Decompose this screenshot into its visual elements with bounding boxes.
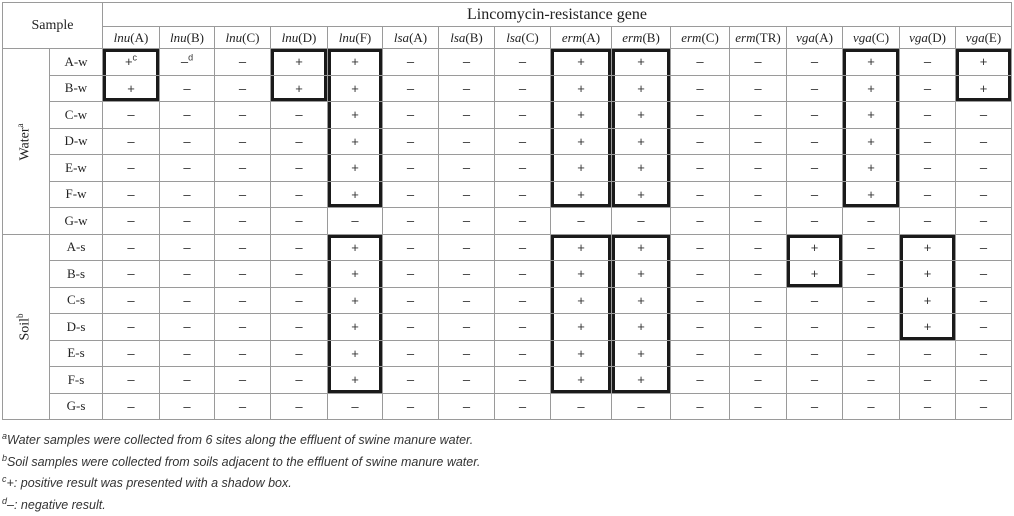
positive-cell: + — [551, 75, 612, 102]
positive-cell: + — [551, 181, 612, 208]
negative-cell: – — [271, 340, 328, 367]
negative-cell: – — [495, 340, 551, 367]
negative-cell: – — [495, 75, 551, 102]
positive-cell: + — [900, 261, 956, 288]
negative-cell: – — [900, 393, 956, 420]
negative-cell: – — [215, 340, 271, 367]
positive-cell: + — [551, 155, 612, 182]
negative-cell: – — [900, 102, 956, 129]
negative-cell: – — [730, 155, 787, 182]
negative-cell: – — [900, 128, 956, 155]
negative-cell: – — [160, 75, 215, 102]
negative-cell: – — [103, 393, 160, 420]
negative-cell: – — [215, 181, 271, 208]
negative-cell: – — [900, 340, 956, 367]
negative-cell: – — [495, 128, 551, 155]
positive-cell: + — [271, 49, 328, 76]
sample-id: C-w — [50, 102, 103, 129]
positive-cell: + — [612, 340, 671, 367]
positive-cell: + — [612, 181, 671, 208]
negative-cell: – — [103, 340, 160, 367]
sample-id: F-w — [50, 181, 103, 208]
positive-cell: + — [843, 49, 900, 76]
gene-header-14: vga(D) — [900, 27, 956, 49]
gene-header-4: lnu(F) — [328, 27, 383, 49]
positive-cell: + — [328, 181, 383, 208]
negative-cell: – — [956, 261, 1012, 288]
positive-cell: + — [328, 367, 383, 394]
table-row — [3, 49, 1012, 76]
negative-cell: – — [103, 367, 160, 394]
table-row — [3, 314, 1012, 341]
negative-cell: – — [671, 314, 730, 341]
negative-cell: – — [439, 181, 495, 208]
lincomycin-resistance-table — [2, 2, 1012, 420]
negative-cell: – — [671, 208, 730, 235]
negative-cell: – — [328, 393, 383, 420]
negative-cell: – — [103, 155, 160, 182]
negative-cell: – — [671, 49, 730, 76]
sample-id: A-s — [50, 234, 103, 261]
negative-cell: – — [383, 75, 439, 102]
negative-cell: – — [439, 261, 495, 288]
gene-group-title: Lincomycin-resistance gene — [103, 3, 1012, 27]
negative-cell: – — [160, 367, 215, 394]
negative-cell: – — [495, 181, 551, 208]
group-label-1: Soil$^b$ — [3, 234, 50, 420]
negative-cell: – — [956, 393, 1012, 420]
negative-cell: – — [730, 102, 787, 129]
negative-cell: – — [439, 128, 495, 155]
negative-cell: – — [956, 340, 1012, 367]
positive-cell: + — [612, 49, 671, 76]
negative-cell: – — [843, 287, 900, 314]
negative-cell: – — [671, 340, 730, 367]
negative-cell: – — [787, 75, 843, 102]
negative-cell: – — [843, 234, 900, 261]
negative-cell: – — [103, 314, 160, 341]
negative-cell: – — [900, 75, 956, 102]
gene-header-11: erm(TR) — [730, 27, 787, 49]
negative-cell: – — [671, 128, 730, 155]
negative-cell: – — [843, 393, 900, 420]
gene-header-1: lnu(B) — [160, 27, 215, 49]
sample-id: B-s — [50, 261, 103, 288]
table-row — [3, 234, 1012, 261]
negative-cell: – — [495, 367, 551, 394]
negative-cell: – — [383, 181, 439, 208]
negative-cell: – — [215, 234, 271, 261]
table-row — [3, 340, 1012, 367]
negative-cell: – — [160, 393, 215, 420]
gene-header-5: lsa(A) — [383, 27, 439, 49]
positive-cell: + — [328, 102, 383, 129]
table-row — [3, 261, 1012, 288]
table-row — [3, 367, 1012, 394]
negative-cell: – — [495, 261, 551, 288]
negative-cell: – — [787, 181, 843, 208]
negative-cell: – — [730, 181, 787, 208]
positive-cell: + — [843, 128, 900, 155]
negative-cell: – — [956, 181, 1012, 208]
table-row — [3, 155, 1012, 182]
negative-cell: – — [383, 393, 439, 420]
positive-cell: + — [900, 234, 956, 261]
negative-cell: – — [787, 314, 843, 341]
negative-cell: – — [271, 181, 328, 208]
gene-header-3: lnu(D) — [271, 27, 328, 49]
negative-cell: – — [787, 208, 843, 235]
positive-cell: + — [328, 128, 383, 155]
negative-cell: –$^d$ — [160, 49, 215, 76]
negative-cell: – — [612, 393, 671, 420]
negative-cell: – — [612, 208, 671, 235]
table-body — [3, 49, 1012, 420]
negative-cell: – — [439, 155, 495, 182]
sample-header: Sample — [3, 3, 103, 49]
sample-id: D-w — [50, 128, 103, 155]
sample-id: E-s — [50, 340, 103, 367]
negative-cell: – — [439, 287, 495, 314]
negative-cell: – — [671, 367, 730, 394]
footnote-a: $^a$Water samples were collected from 6 sites along the effluent of swine manure water. — [2, 430, 474, 447]
negative-cell: – — [495, 49, 551, 76]
negative-cell: – — [787, 340, 843, 367]
negative-cell: – — [671, 261, 730, 288]
positive-cell: + — [612, 261, 671, 288]
sample-id: D-s — [50, 314, 103, 341]
negative-cell: – — [439, 367, 495, 394]
table-row — [3, 102, 1012, 129]
positive-cell: + — [328, 287, 383, 314]
positive-cell: + — [551, 49, 612, 76]
positive-cell: + — [787, 234, 843, 261]
positive-cell: + — [551, 367, 612, 394]
table-row — [3, 287, 1012, 314]
negative-cell: – — [103, 208, 160, 235]
negative-cell: – — [787, 155, 843, 182]
negative-cell: – — [215, 314, 271, 341]
table-row — [3, 393, 1012, 420]
negative-cell: – — [671, 234, 730, 261]
positive-cell: + — [843, 155, 900, 182]
positive-cell: + — [103, 75, 160, 102]
negative-cell: – — [900, 155, 956, 182]
sample-id: E-w — [50, 155, 103, 182]
negative-cell: – — [215, 75, 271, 102]
gene-header-12: vga(A) — [787, 27, 843, 49]
footnotes — [2, 430, 1002, 516]
positive-cell: + — [271, 75, 328, 102]
negative-cell: – — [439, 314, 495, 341]
negative-cell: – — [271, 393, 328, 420]
gene-header-13: vga(C) — [843, 27, 900, 49]
negative-cell: – — [730, 234, 787, 261]
gene-header-15: vga(E) — [956, 27, 1012, 49]
negative-cell: – — [215, 287, 271, 314]
negative-cell: – — [956, 234, 1012, 261]
positive-cell: + — [328, 261, 383, 288]
positive-cell: +$^c$ — [103, 49, 160, 76]
positive-cell: + — [612, 128, 671, 155]
negative-cell: – — [271, 367, 328, 394]
sample-id: G-w — [50, 208, 103, 235]
negative-cell: – — [215, 261, 271, 288]
negative-cell: – — [843, 314, 900, 341]
table-row — [3, 181, 1012, 208]
table-row — [3, 208, 1012, 235]
positive-cell: + — [956, 75, 1012, 102]
footnote-b: $^b$Soil samples were collected from soils adjacent to the effluent of swine manure water. — [2, 452, 481, 469]
negative-cell: – — [439, 208, 495, 235]
gene-header-10: erm(C) — [671, 27, 730, 49]
negative-cell: – — [495, 208, 551, 235]
positive-cell: + — [956, 49, 1012, 76]
negative-cell: – — [383, 208, 439, 235]
gene-header-row — [3, 27, 1012, 49]
negative-cell: – — [671, 287, 730, 314]
negative-cell: – — [160, 234, 215, 261]
negative-cell: – — [103, 287, 160, 314]
negative-cell: – — [271, 234, 328, 261]
negative-cell: – — [383, 49, 439, 76]
sample-id: B-w — [50, 75, 103, 102]
negative-cell: – — [671, 75, 730, 102]
negative-cell: – — [160, 261, 215, 288]
negative-cell: – — [551, 393, 612, 420]
positive-cell: + — [900, 314, 956, 341]
negative-cell: – — [956, 367, 1012, 394]
negative-cell: – — [671, 102, 730, 129]
negative-cell: – — [103, 128, 160, 155]
negative-cell: – — [215, 128, 271, 155]
negative-cell: – — [730, 128, 787, 155]
negative-cell: – — [787, 102, 843, 129]
positive-cell: + — [551, 102, 612, 129]
negative-cell: – — [439, 340, 495, 367]
positive-cell: + — [551, 287, 612, 314]
negative-cell: – — [843, 261, 900, 288]
negative-cell: – — [160, 181, 215, 208]
positive-cell: + — [843, 75, 900, 102]
negative-cell: – — [900, 181, 956, 208]
negative-cell: – — [730, 287, 787, 314]
negative-cell: – — [900, 367, 956, 394]
negative-cell: – — [383, 155, 439, 182]
negative-cell: – — [843, 367, 900, 394]
negative-cell: – — [787, 393, 843, 420]
negative-cell: – — [495, 314, 551, 341]
positive-cell: + — [328, 314, 383, 341]
negative-cell: – — [900, 208, 956, 235]
negative-cell: – — [495, 234, 551, 261]
negative-cell: – — [956, 155, 1012, 182]
negative-cell: – — [271, 128, 328, 155]
gene-header-0: lnu(A) — [103, 27, 160, 49]
negative-cell: – — [383, 234, 439, 261]
negative-cell: – — [271, 287, 328, 314]
negative-cell: – — [160, 287, 215, 314]
negative-cell: – — [730, 314, 787, 341]
negative-cell: – — [271, 102, 328, 129]
negative-cell: – — [215, 155, 271, 182]
negative-cell: – — [271, 208, 328, 235]
negative-cell: – — [495, 393, 551, 420]
positive-cell: + — [612, 102, 671, 129]
positive-cell: + — [612, 75, 671, 102]
positive-cell: + — [612, 314, 671, 341]
positive-cell: + — [328, 49, 383, 76]
negative-cell: – — [787, 287, 843, 314]
negative-cell: – — [671, 181, 730, 208]
negative-cell: – — [215, 208, 271, 235]
negative-cell: – — [271, 155, 328, 182]
negative-cell: – — [103, 102, 160, 129]
positive-cell: + — [612, 234, 671, 261]
negative-cell: – — [730, 393, 787, 420]
negative-cell: – — [956, 208, 1012, 235]
sample-id: G-s — [50, 393, 103, 420]
negative-cell: – — [160, 155, 215, 182]
positive-cell: + — [612, 367, 671, 394]
positive-cell: + — [328, 340, 383, 367]
gene-header-7: lsa(C) — [495, 27, 551, 49]
negative-cell: – — [956, 287, 1012, 314]
negative-cell: – — [956, 314, 1012, 341]
table-row — [3, 128, 1012, 155]
negative-cell: – — [439, 234, 495, 261]
negative-cell: – — [103, 234, 160, 261]
positive-cell: + — [328, 75, 383, 102]
negative-cell: – — [160, 314, 215, 341]
negative-cell: – — [160, 208, 215, 235]
gene-header-2: lnu(C) — [215, 27, 271, 49]
negative-cell: – — [215, 367, 271, 394]
table-row — [3, 75, 1012, 102]
negative-cell: – — [787, 367, 843, 394]
negative-cell: – — [215, 102, 271, 129]
negative-cell: – — [730, 261, 787, 288]
negative-cell: – — [103, 181, 160, 208]
positive-cell: + — [612, 287, 671, 314]
negative-cell: – — [383, 261, 439, 288]
negative-cell: – — [160, 340, 215, 367]
negative-cell: – — [900, 49, 956, 76]
negative-cell: – — [383, 128, 439, 155]
positive-cell: + — [328, 234, 383, 261]
negative-cell: – — [551, 208, 612, 235]
negative-cell: – — [271, 314, 328, 341]
negative-cell: – — [383, 340, 439, 367]
negative-cell: – — [439, 75, 495, 102]
negative-cell: – — [787, 49, 843, 76]
negative-cell: – — [843, 208, 900, 235]
negative-cell: – — [439, 102, 495, 129]
negative-cell: – — [160, 102, 215, 129]
positive-cell: + — [551, 128, 612, 155]
negative-cell: – — [787, 128, 843, 155]
negative-cell: – — [956, 102, 1012, 129]
sample-id: F-s — [50, 367, 103, 394]
positive-cell: + — [787, 261, 843, 288]
group-label-0: Water$^a$ — [3, 49, 50, 235]
footnote-d: $^d$–: negative result. — [2, 495, 106, 512]
negative-cell: – — [383, 314, 439, 341]
negative-cell: – — [956, 128, 1012, 155]
negative-cell: – — [383, 287, 439, 314]
negative-cell: – — [383, 102, 439, 129]
gene-header-8: erm(A) — [551, 27, 612, 49]
negative-cell: – — [215, 49, 271, 76]
positive-cell: + — [551, 261, 612, 288]
positive-cell: + — [843, 102, 900, 129]
negative-cell: – — [271, 261, 328, 288]
negative-cell: – — [730, 208, 787, 235]
negative-cell: – — [671, 155, 730, 182]
positive-cell: + — [612, 155, 671, 182]
negative-cell: – — [495, 155, 551, 182]
positive-cell: + — [900, 287, 956, 314]
negative-cell: – — [495, 102, 551, 129]
negative-cell: – — [671, 393, 730, 420]
negative-cell: – — [843, 340, 900, 367]
negative-cell: – — [439, 49, 495, 76]
sample-id: C-s — [50, 287, 103, 314]
negative-cell: – — [730, 49, 787, 76]
positive-cell: + — [328, 155, 383, 182]
negative-cell: – — [730, 75, 787, 102]
positive-cell: + — [551, 234, 612, 261]
positive-cell: + — [843, 181, 900, 208]
gene-header-9: erm(B) — [612, 27, 671, 49]
positive-cell: + — [551, 340, 612, 367]
positive-cell: + — [551, 314, 612, 341]
gene-header-6: lsa(B) — [439, 27, 495, 49]
sample-id: A-w — [50, 49, 103, 76]
negative-cell: – — [215, 393, 271, 420]
negative-cell: – — [730, 340, 787, 367]
negative-cell: – — [160, 128, 215, 155]
negative-cell: – — [328, 208, 383, 235]
negative-cell: – — [495, 287, 551, 314]
negative-cell: – — [103, 261, 160, 288]
negative-cell: – — [730, 367, 787, 394]
negative-cell: – — [439, 393, 495, 420]
footnote-c: $^c$+: positive result was presented with a shadow box. — [2, 473, 292, 490]
negative-cell: – — [383, 367, 439, 394]
